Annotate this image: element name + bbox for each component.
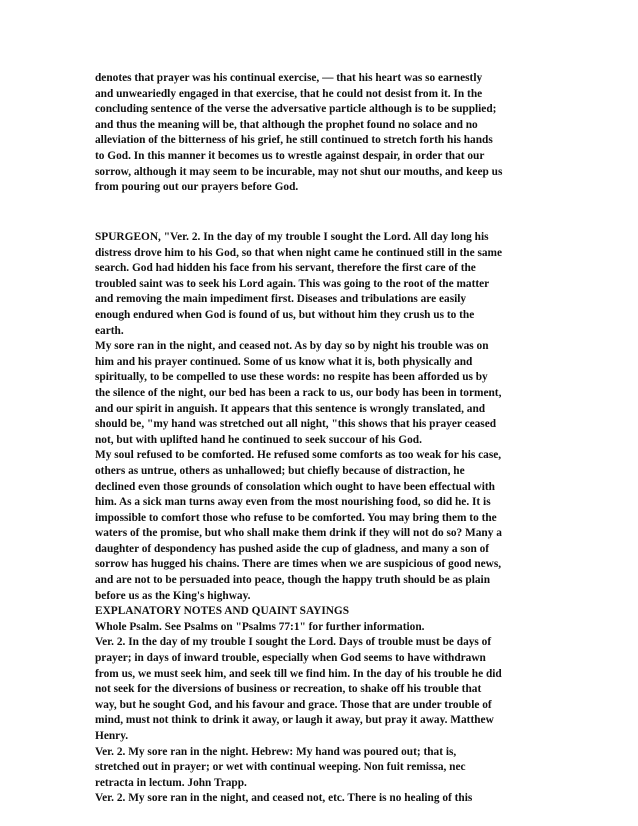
text-line: way, but he sought God, and his favour and grace. Those that are under trouble of: [95, 698, 492, 711]
text-line: daughter of despondency has pushed aside the cup of gladness, and many a son of: [95, 542, 490, 555]
text-line: Ver. 2. My sore ran in the night. Hebrew: My hand was poured out; that is,: [95, 745, 457, 758]
text-line: others as untrue, others as unhallowed; but chiefly because of distraction, he: [95, 464, 465, 477]
text-line: and removing the main impediment first. Diseases and tribulations are easily: [95, 293, 467, 306]
text-line: enough endured when God is found of us, but without him they crush us to the: [95, 308, 475, 321]
text-line: My soul refused to be comforted. He refused some comforts as too weak for his case,: [95, 449, 502, 462]
text-line: prayer; in days of inward trouble, especially when God seems to have withdrawn: [95, 652, 486, 665]
text-line: retracta in lectum. John Trapp.: [95, 776, 247, 789]
text-line: from us, we must seek him, and seek till we find him. In the day of his trouble he did: [95, 667, 502, 680]
text-line: spiritually, to be compelled to use these words: no respite has been afforded us by: [95, 371, 488, 384]
text-line: Ver. 2. My sore ran in the night, and ceased not, etc. There is no healing of this: [95, 792, 473, 805]
text-line: Henry.: [95, 730, 129, 742]
text-line: and our spirit in anguish. It appears that this sentence is wrongly translated, and: [95, 402, 486, 415]
text-line: Whole Psalm. See Psalms on "Psalms 77:1" for further information.: [95, 620, 425, 633]
text-line: alleviation of the bitterness of his grief, he still continued to stretch forth his hands: [95, 134, 493, 147]
text-line: concluding sentence of the verse the adversative particle although is to be supplied;: [95, 103, 497, 116]
text-line: waters of the promise, but who shall make them drink if they will not do so? Many a: [95, 527, 502, 540]
text-line: search. God had hidden his face from his servant, therefore the first care of the: [95, 262, 476, 275]
text-line: the silence of the night, our bed has been a rack to us, our body has been in torment,: [95, 386, 502, 399]
text-line: not seek for the diversions of business or recreation, to shake off his trouble that: [95, 683, 482, 696]
paragraph-calvin-commentary: [95, 71, 547, 196]
text-line: from pouring out our prayers before God.: [95, 181, 299, 194]
text-line: SPURGEON, "Ver. 2. In the day of my trouble I sought the Lord. All day long his: [95, 231, 489, 243]
paragraph-spurgeon-commentary: [95, 230, 547, 807]
text-line: mind, must not think to drink it away, or laugh it away, but pray it away. Matthew: [95, 714, 494, 727]
section-heading: EXPLANATORY NOTES AND QUAINT SAYINGS: [95, 605, 350, 618]
text-line: earth.: [95, 324, 124, 337]
text-line: to God. In this manner it becomes us to wrestle against despair, in order that our: [95, 149, 485, 162]
text-line: impossible to comfort those who refuse to be comforted. You may bring them to the: [95, 511, 497, 524]
text-line: declined even those grounds of consolation which ought to have been effectual with: [95, 480, 495, 493]
text-line: Ver. 2. In the day of my trouble I sought the Lord. Days of trouble must be days of: [95, 636, 492, 649]
text-line: stretched out in prayer; or wet with continual weeping. Non fuit remissa, nec: [95, 761, 466, 774]
text-line: should be, "my hand was stretched out all night, "this shows that his prayer ceased: [95, 418, 497, 431]
text-line: and thus the meaning will be, that although the prophet found no solace and no: [95, 118, 478, 131]
text-line: denotes that prayer was his continual exercise, — that his heart was so earnestly: [95, 72, 483, 84]
text-line: him. As a sick man turns away even from the most nourishing food, so did he. It is: [95, 496, 491, 509]
text-line: him and his prayer continued. Some of us know what it is, both physically and: [95, 355, 473, 368]
text-line: and are not to be persuaded into peace, though the happy truth should be as plain: [95, 574, 491, 587]
text-line: troubled saint was to seek his Lord again. This was going to the root of the matter: [95, 277, 490, 290]
text-line: distress drove him to his God, so that when night came he continued still in the same: [95, 246, 503, 259]
text-line: sorrow, although it may seem to be incurable, may not shut our mouths, and keep us: [95, 165, 503, 178]
text-line: and unweariedly engaged in that exercise, that he could not desist from it. In the: [95, 87, 483, 100]
text-line: sorrow has hugged his chains. There are times when we are suspicious of good news,: [95, 558, 502, 571]
text-line: not, but with uplifted hand he continued to seek succour of his God.: [95, 433, 422, 446]
text-line: before us as the King's highway.: [95, 589, 251, 602]
text-line: My sore ran in the night, and ceased not. As by day so by night his trouble was on: [95, 340, 489, 353]
